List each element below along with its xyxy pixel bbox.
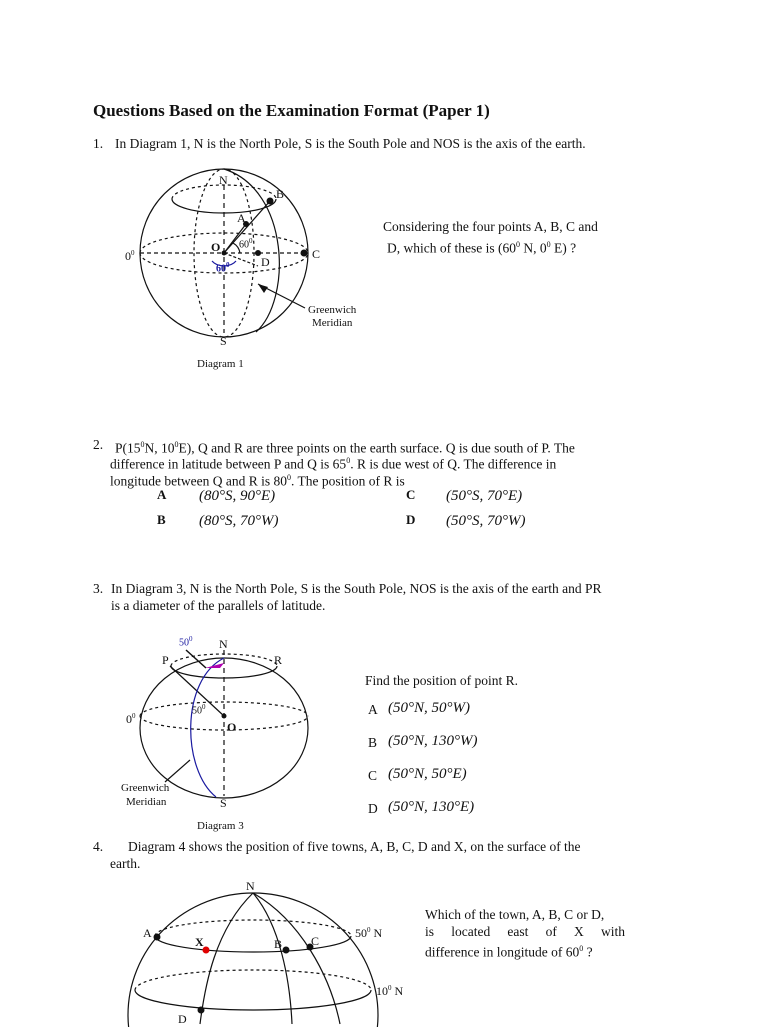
d1-label-D: D: [261, 255, 270, 269]
town-D: [198, 1007, 205, 1014]
d3-inner-angle: $50^0$: [192, 703, 206, 717]
d3-greenwich-label-1: Greenwich: [121, 782, 170, 794]
question-2-line-3: longitude between Q and R is $80^0$. The position of R is: [110, 473, 405, 489]
question-2-line-2: difference in latitude between P and Q is $65^0$. R is due west of Q. The difference in: [110, 456, 557, 472]
q3-option-C-letter: C: [368, 768, 378, 783]
d1-label-O: O: [211, 240, 221, 254]
d3-label-O: O: [227, 720, 237, 734]
d4-label-X: X: [195, 935, 204, 949]
q1-side-line-2: D, which of these is ($60^0$ N, $0^0$ E) ?: [387, 240, 577, 256]
d3-label-zero: $0^0$: [126, 712, 136, 726]
d3-label-N: N: [219, 637, 228, 651]
question-1-number: 1.: [93, 136, 104, 151]
parallel-50-front: [155, 936, 351, 952]
d1-label-A: A: [237, 211, 246, 225]
q1-side-line-1: Considering the four points A, B, C and: [383, 219, 598, 234]
d4-label-10N: $10^0$ N: [376, 984, 404, 998]
q2-option-B-value: (80°S, 70°W): [199, 513, 279, 529]
parallel-50-back: [155, 920, 351, 936]
q4-side-line-3: difference in longitude of $60^0$ ?: [425, 944, 593, 960]
question-2-line-1: $P(15^0N$, $10^0E$), Q and R are three points on the earth surface. Q is due south of P. The: [115, 440, 575, 456]
d3-greenwich-label-2: Meridian: [126, 796, 167, 808]
q3-option-B-value: (50°N, 130°W): [388, 733, 478, 749]
d4-label-C: C: [311, 934, 320, 948]
page-title: Questions Based on the Examination Format (Paper 1): [93, 101, 490, 120]
question-3-line-1: In Diagram 3, N is the North Pole, S is the South Pole, NOS is the axis of the earth and PR: [111, 581, 602, 596]
q3-option-A-value: (50°N, 50°W): [388, 700, 470, 716]
question-4-line-1: Diagram 4 shows the position of five towns, A, B, C, D and X, on the surface of the: [128, 839, 581, 854]
d1-label-zero: $0^0$: [125, 249, 135, 263]
d4-label-D: D: [178, 1012, 187, 1026]
d3-label-P: P: [162, 653, 169, 667]
d3-label-S: S: [220, 796, 227, 810]
meridian-2: [253, 893, 292, 1024]
q2-option-D-letter: D: [406, 512, 416, 527]
d3-caption: Diagram 3: [197, 820, 244, 832]
q4-side-line-2: is located east of X with: [425, 924, 625, 939]
d1-caption: Diagram 1: [197, 358, 244, 370]
d1-label-N: N: [219, 173, 228, 187]
d3-label-R: R: [274, 653, 283, 667]
q3-prompt: Find the position of point R.: [365, 673, 519, 688]
q3-option-D-value: (50°N, 130°E): [388, 799, 475, 815]
q2-option-B-letter: B: [157, 512, 166, 527]
q2-option-A-value: (80°S, 90°E): [199, 488, 276, 504]
q4-side-line-1: Which of the town, A, B, C or D,: [425, 907, 605, 922]
question-4-line-2: earth.: [110, 856, 141, 871]
q2-option-C-value: (50°S, 70°E): [446, 488, 523, 504]
parallel-10-back: [135, 970, 371, 990]
question-4-number: 4.: [93, 839, 104, 854]
globe-outline: [128, 893, 378, 1027]
d1-label-C: C: [312, 247, 321, 261]
q3-option-B-letter: B: [368, 735, 378, 750]
question-3-line-2: is a diameter of the parallels of latitude.: [111, 598, 326, 613]
d1-label-B: B: [276, 187, 285, 201]
town-B: [283, 947, 290, 954]
q3-option-D-letter: D: [368, 801, 378, 816]
q3-option-A-letter: A: [368, 702, 378, 717]
q2-option-A-letter: A: [157, 487, 167, 502]
question-3-number: 3.: [93, 581, 104, 596]
d1-angle-60-b: $60^0$: [216, 261, 230, 275]
question-1-text: In Diagram 1, N is the North Pole, S is the South Pole and NOS is the axis of the earth.: [115, 136, 586, 151]
d4-label-50N: $50^0$ N: [355, 926, 383, 940]
d1-greenwich-label-1: Greenwich: [308, 304, 357, 316]
d1-angle-60-a: $60^0$: [239, 237, 253, 251]
q2-option-D-value: (50°S, 70°W): [446, 513, 526, 529]
d1-label-S: S: [220, 334, 227, 348]
d4-label-B: B: [274, 937, 283, 951]
d3-top-angle: $50^0$: [179, 635, 193, 649]
d1-greenwich-label-2: Meridian: [312, 317, 353, 329]
question-2-number: 2.: [93, 437, 104, 452]
q2-option-C-letter: C: [406, 487, 416, 502]
town-A: [154, 934, 161, 941]
q3-option-C-value: (50°N, 50°E): [388, 766, 467, 782]
meridian-1: [200, 893, 253, 1024]
d4-label-A: A: [143, 926, 152, 940]
d4-label-N: N: [246, 879, 255, 893]
